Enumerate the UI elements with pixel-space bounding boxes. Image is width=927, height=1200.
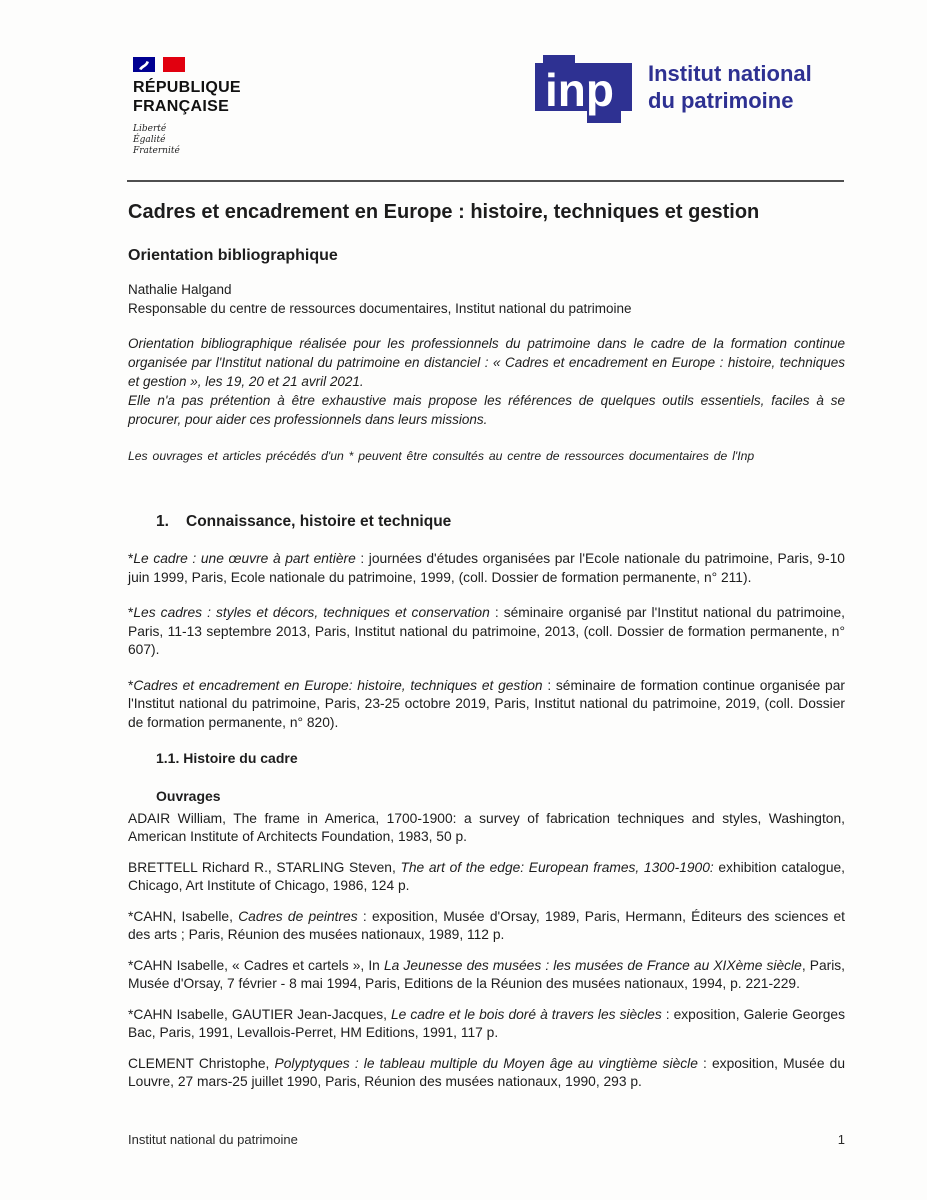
bibliography-entry: *CAHN Isabelle, « Cadres et cartels », In La Jeunesse des musées : les musées de France au XIXème siècle, Paris, Musée d'Orsay, 7 février - 8 mai 1994, Paris, Editions de la Réunion des musées nationaux, 1994, p. 221-229. bbox=[128, 958, 846, 991]
page-footer bbox=[128, 1132, 845, 1147]
footer-institution: Institut national du patrimoine bbox=[128, 1132, 298, 1147]
subsection-heading-1-1 bbox=[128, 749, 845, 767]
section-number: 1. bbox=[156, 513, 169, 530]
bibliography-entry: *CAHN, Isabelle, Cadres de peintres : exposition, Musée d'Orsay, 1989, Paris, Hermann, Éditeurs des sciences et des arts ; Paris, Réunion des musées nationaux, 1989, 112 p. bbox=[128, 909, 845, 942]
entries-heading: Ouvrages bbox=[156, 788, 221, 804]
document-body bbox=[128, 200, 845, 1104]
inp-wordmark bbox=[648, 60, 812, 114]
intro-paragraph-1: Orientation bibliographique réalisée pour les professionnels du patrimoine dans le cadre de la formation continue organisée par l'Institut national du patrimoine en distanciel : « Cadres et encadrement en Europe : histoire, techniques et gestion », les 19, 20 et 21 avril 2021. bbox=[128, 336, 845, 389]
seminar-paragraph: *Le cadre : une œuvre à part entière : journées d'études organisées par l'Ecole nationale du patrimoine, Paris, 9-10 juin 1999, Paris, Ecole nationale du patrimoine, 1999, (coll. Dossier de formation permanente, n° 211). bbox=[128, 551, 845, 585]
inp-wordmark-line1: Institut national bbox=[648, 61, 812, 86]
bibliography-entry: *CAHN Isabelle, GAUTIER Jean-Jacques, Le cadre et le bois doré à travers les siècles : exposition, Galerie Georges Bac, Paris, 1991, Levallois-Perret, HM Editions, 1991, 117 p. bbox=[128, 1007, 845, 1040]
motto-liberte: Liberté bbox=[133, 124, 167, 134]
republique-francaise-logo bbox=[133, 57, 241, 157]
marianne-motto bbox=[133, 124, 241, 157]
inp-wordmark-line2: du patrimoine bbox=[648, 88, 794, 113]
author-role: Responsable du centre de ressources documentaires, Institut national du patrimoine bbox=[128, 301, 632, 316]
asterisk-note: Les ouvrages et articles précédés d'un * peuvent être consultés au centre de ressources documentaires de l'Inp bbox=[128, 449, 755, 463]
french-flag-icon bbox=[133, 57, 186, 73]
author-block bbox=[128, 280, 845, 318]
bibliography-entry: CLEMENT Christophe, Polyptyques : le tableau multiple du Moyen âge au vingtième siècle : exposition, Musée du Louvre, 27 mars-25 juillet 1990, Paris, Réunion des musées nationaux, 1990, 293 p. bbox=[128, 1056, 845, 1089]
document-subtitle: Orientation bibliographique bbox=[128, 247, 338, 264]
inp-logo bbox=[535, 55, 632, 128]
bibliography-entry: ADAIR William, The frame in America, 1700-1900: a survey of fabrication techniques and styles, Washington, American Institute of Architects Foundation, 1983, 50 p. bbox=[128, 811, 845, 844]
motto-egalite: Égalité bbox=[133, 135, 166, 145]
seminar-paragraph: *Les cadres : styles et décors, techniques et conservation : séminaire organisé par l'Institut national du patrimoine, Paris, 11-13 septembre 2013, Paris, Institut national du patrimoine, 2013, (coll. Dossier de formation permanente, n° 607). bbox=[128, 605, 845, 657]
motto-fraternite: Fraternité bbox=[133, 146, 180, 156]
author-name: Nathalie Halgand bbox=[128, 282, 232, 297]
section-heading-1 bbox=[128, 512, 845, 532]
republique-line1: RÉPUBLIQUE bbox=[133, 79, 241, 96]
republique-name bbox=[133, 78, 241, 116]
republique-line2: FRANÇAISE bbox=[133, 98, 230, 115]
section-title: Connaissance, histoire et technique bbox=[186, 513, 452, 530]
header-divider bbox=[127, 180, 844, 182]
page-number: 1 bbox=[837, 1132, 845, 1147]
inp-acronym: inp bbox=[545, 64, 614, 116]
seminar-paragraph: *Cadres et encadrement en Europe: histoire, techniques et gestion : séminaire de formation continue organisée par l'Institut national du patrimoine, Paris, 23-25 octobre 2019, Paris, Institut national du patrimoine, 2019, (coll. Dossier de formation permanente, n° 820). bbox=[128, 677, 845, 730]
subsection-title: Histoire du cadre bbox=[183, 750, 298, 766]
intro-paragraph-2: Elle n'a pas prétention à être exhaustive mais propose les références de quelques outils essentiels, faciles à se procurer, pour aider ces professionnels dans leurs missions. bbox=[128, 393, 845, 427]
bibliography-entry: BRETTELL Richard R., STARLING Steven, The art of the edge: European frames, 1300-1900: exhibition catalogue, Chicago, Art Institute of Chicago, 1986, 124 p. bbox=[128, 860, 845, 893]
inp-logo-icon bbox=[535, 55, 632, 123]
subsection-number: 1.1. bbox=[156, 750, 180, 766]
page-title: Cadres et encadrement en Europe : histoire, techniques et gestion bbox=[128, 201, 760, 223]
